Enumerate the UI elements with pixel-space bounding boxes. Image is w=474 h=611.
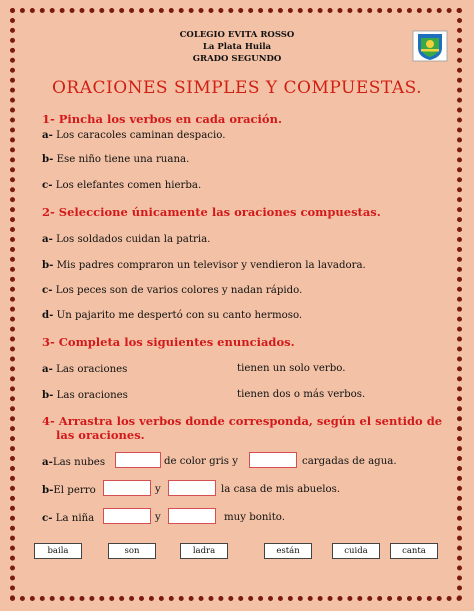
section1-item-a[interactable] bbox=[42, 129, 225, 141]
page-title: ORACIONES SIMPLES Y COMPUESTAS. bbox=[51, 78, 423, 98]
item-label: c- bbox=[42, 179, 53, 191]
school-name: COLEGIO EVITA ROSSO bbox=[179, 30, 295, 40]
word-tile-cuida[interactable]: cuida bbox=[332, 543, 380, 559]
section3-item-a bbox=[42, 363, 127, 375]
drop-box-c2[interactable] bbox=[168, 508, 216, 524]
item-text: Las oraciones bbox=[56, 390, 128, 401]
word-tile-estan[interactable]: están bbox=[264, 543, 312, 559]
item-text[interactable]: Ese niño tiene una ruana. bbox=[56, 154, 190, 165]
item-text[interactable]: Mis padres compraron un televisor y vendieron la lavadora. bbox=[56, 260, 366, 271]
section3-item-b-tail: tienen dos o más verbos. bbox=[237, 389, 366, 400]
school-crest-icon bbox=[412, 30, 448, 62]
row-start: El perro bbox=[53, 485, 96, 496]
section3-item-b bbox=[42, 389, 128, 401]
item-text[interactable]: Los peces son de varios colores y nadan rápido. bbox=[55, 285, 303, 296]
item-text[interactable]: Los soldados cuidan la patria. bbox=[56, 234, 211, 245]
item-label: b- bbox=[42, 484, 54, 496]
item-label: a- bbox=[42, 233, 53, 245]
drop-box-a2[interactable] bbox=[249, 452, 297, 468]
item-text[interactable]: Los caracoles caminan despacio. bbox=[56, 130, 226, 141]
row-start: Las nubes bbox=[52, 457, 106, 468]
drop-box-c1[interactable] bbox=[103, 508, 151, 524]
section4-row-c-mid: y bbox=[155, 512, 161, 523]
word-tile-canta[interactable]: canta bbox=[390, 543, 438, 559]
item-label: b- bbox=[42, 389, 54, 401]
section1-item-c[interactable] bbox=[42, 179, 201, 191]
section4-row-b-mid: y bbox=[155, 484, 161, 495]
item-label: a- bbox=[42, 363, 53, 375]
section4-row-b bbox=[42, 484, 96, 496]
item-text: Las oraciones bbox=[56, 364, 128, 375]
drop-box-a1[interactable] bbox=[115, 452, 161, 468]
section2-item-c[interactable] bbox=[42, 284, 302, 296]
item-label: b- bbox=[42, 153, 54, 165]
section4-row-c-end: muy bonito. bbox=[224, 512, 285, 523]
section4-row-a-end: cargadas de agua. bbox=[302, 456, 397, 467]
section2-title: 2- Seleccione únicamente las oraciones compuestas. bbox=[42, 205, 381, 219]
section4-row-a bbox=[42, 456, 105, 468]
section4-row-c bbox=[42, 512, 94, 524]
school-place: La Plata Huila bbox=[202, 42, 272, 52]
section1-title: 1- Pincha los verbos en cada oración. bbox=[42, 112, 282, 126]
section2-item-b[interactable] bbox=[42, 259, 366, 271]
drop-box-b1[interactable] bbox=[103, 480, 151, 496]
section4-row-b-end: la casa de mis abuelos. bbox=[221, 484, 341, 495]
section3-title: 3- Completa los siguientes enunciados. bbox=[42, 335, 295, 349]
grade-label: GRADO SEGUNDO bbox=[192, 54, 282, 64]
word-tile-son[interactable]: son bbox=[108, 543, 156, 559]
drop-box-b2[interactable] bbox=[168, 480, 216, 496]
section2-item-d[interactable] bbox=[42, 309, 302, 321]
item-label: a- bbox=[42, 456, 53, 468]
item-text[interactable]: Un pajarito me despertó con su canto hermoso. bbox=[56, 310, 303, 321]
word-tile-baila[interactable]: baila bbox=[34, 543, 82, 559]
item-text[interactable]: Los elefantes comen hierba. bbox=[55, 180, 202, 191]
item-label: d- bbox=[42, 309, 54, 321]
item-label: c- bbox=[42, 284, 53, 296]
section4-row-a-mid: de color gris y bbox=[164, 456, 238, 467]
word-tile-ladra[interactable]: ladra bbox=[180, 543, 228, 559]
section4-title: 4- Arrastra los verbos donde corresponda, según el sentido de bbox=[42, 414, 443, 428]
item-label: a- bbox=[42, 129, 53, 141]
row-start: La niña bbox=[55, 513, 95, 524]
section1-item-b[interactable] bbox=[42, 153, 189, 165]
item-label: c- bbox=[42, 512, 53, 524]
section4-title-line2: las oraciones. bbox=[56, 428, 145, 442]
item-label: b- bbox=[42, 259, 54, 271]
section3-item-a-tail: tienen un solo verbo. bbox=[237, 363, 346, 374]
section2-item-a[interactable] bbox=[42, 233, 210, 245]
